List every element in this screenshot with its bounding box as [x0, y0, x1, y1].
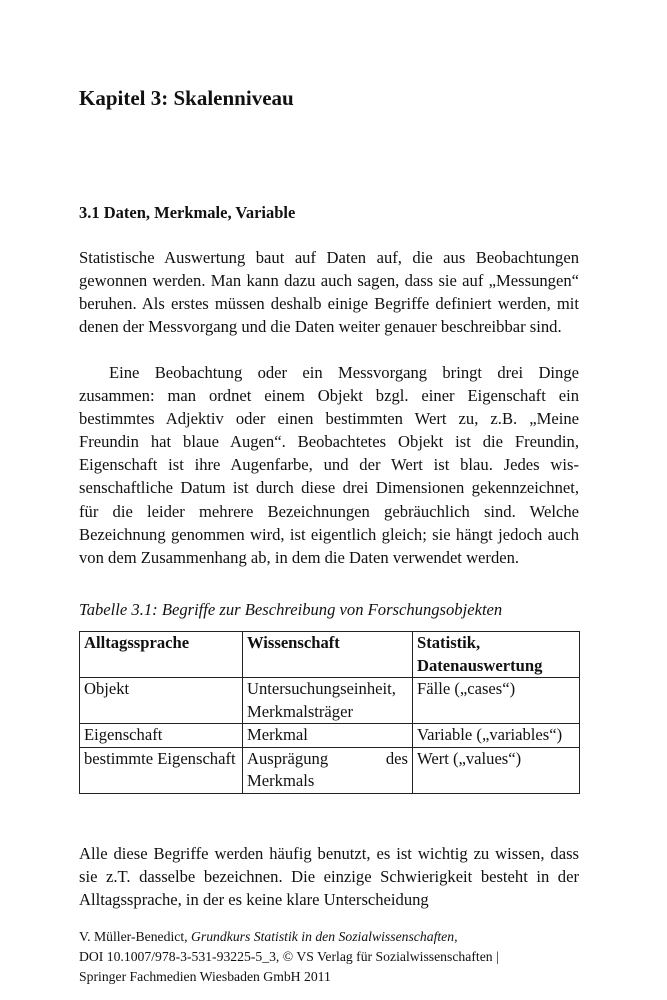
table-row	[80, 747, 580, 793]
footer-author: V. Müller-Benedict,	[79, 929, 188, 944]
table-cell: Objekt	[80, 678, 243, 724]
table-caption: Tabelle 3.1: Begriffe zur Beschreibung von Forschungsobjekten	[79, 600, 503, 619]
chapter-title: Kapitel 3: Skalenniveau	[79, 86, 294, 110]
footer-line-3: Springer Fachmedien Wiesbaden GmbH 2011	[79, 969, 331, 984]
paragraph-1: Statistische Auswertung baut auf Daten auf, die aus Beobachtungen gewonnen werden. Man kann dazu auch sagen, dass sie auf „Messungen“ beruhen. Als erstes müssen deshalb einige Begriffe definiert werden, mit denen der Messvorgang und die Daten weiter genauer beschreibbar sind.	[79, 248, 579, 337]
table-header-cell: Statistik, Datenauswertung	[413, 632, 580, 678]
paragraph-2: Eine Beobachtung oder ein Messvorgang bringt drei Dinge zusammen: man ordnet einem Objekt bzgl. einer Eigenschaft ein bestimmtes Adjektiv oder einen bestimmten Wert zu, z.B. „Meine Freundin hat blaue Augen“. Beobachtetes Objekt ist die Freundin, Eigenschaft ist ihre Augenfarbe, und der Wert ist blau. Jedes wissenschaftliche Datum ist durch diese drei Dimensionen gekennzeichnet, für die leider mehrere Bezeichnungen gebräuchlich sind. Welche Bezeichnung genommen wird, ist eigentlich gleich; sie hängt jedoch auch von dem Zusammenhang ab, in dem die Daten verwendet werden.	[79, 363, 579, 567]
table-cell: Ausprägung des Merkmals	[243, 747, 413, 793]
table-cell: Untersuchungseinheit, Merkmalsträger	[243, 678, 413, 724]
table-cell: Wert („values“)	[413, 747, 580, 793]
table-header-row	[80, 632, 580, 678]
table-header-cell: Alltagssprache	[80, 632, 243, 678]
section-title: 3.1 Daten, Merkmale, Variable	[79, 203, 296, 222]
table-cell: Fälle („cases“)	[413, 678, 580, 724]
table-cell: Eigenschaft	[80, 724, 243, 748]
footer-line-1	[79, 927, 579, 947]
paragraph-3: Alle diese Begriffe werden häufig benutzt, es ist wichtig zu wissen, dass sie z.T. dasselbe bezeichnen. Die einzige Schwierigkeit besteht in der Alltagssprache, in der es keine klare Unterscheidung	[79, 844, 579, 910]
table-cell: bestimmte Eigenschaft	[80, 747, 243, 793]
table-cell: Merkmal	[243, 724, 413, 748]
table-header-cell: Wissenschaft	[243, 632, 413, 678]
table-cell: Variable („variables“)	[413, 724, 580, 748]
footer-line-2: DOI 10.1007/978-3-531-93225-5_3, © VS Verlag für Sozialwissenschaften |	[79, 949, 499, 964]
footer-book-title: Grundkurs Statistik in den Sozialwissenschaften,	[191, 929, 458, 944]
table-row	[80, 678, 580, 724]
table-row	[80, 724, 580, 748]
footer-citation	[79, 927, 579, 987]
terms-table	[79, 631, 580, 794]
